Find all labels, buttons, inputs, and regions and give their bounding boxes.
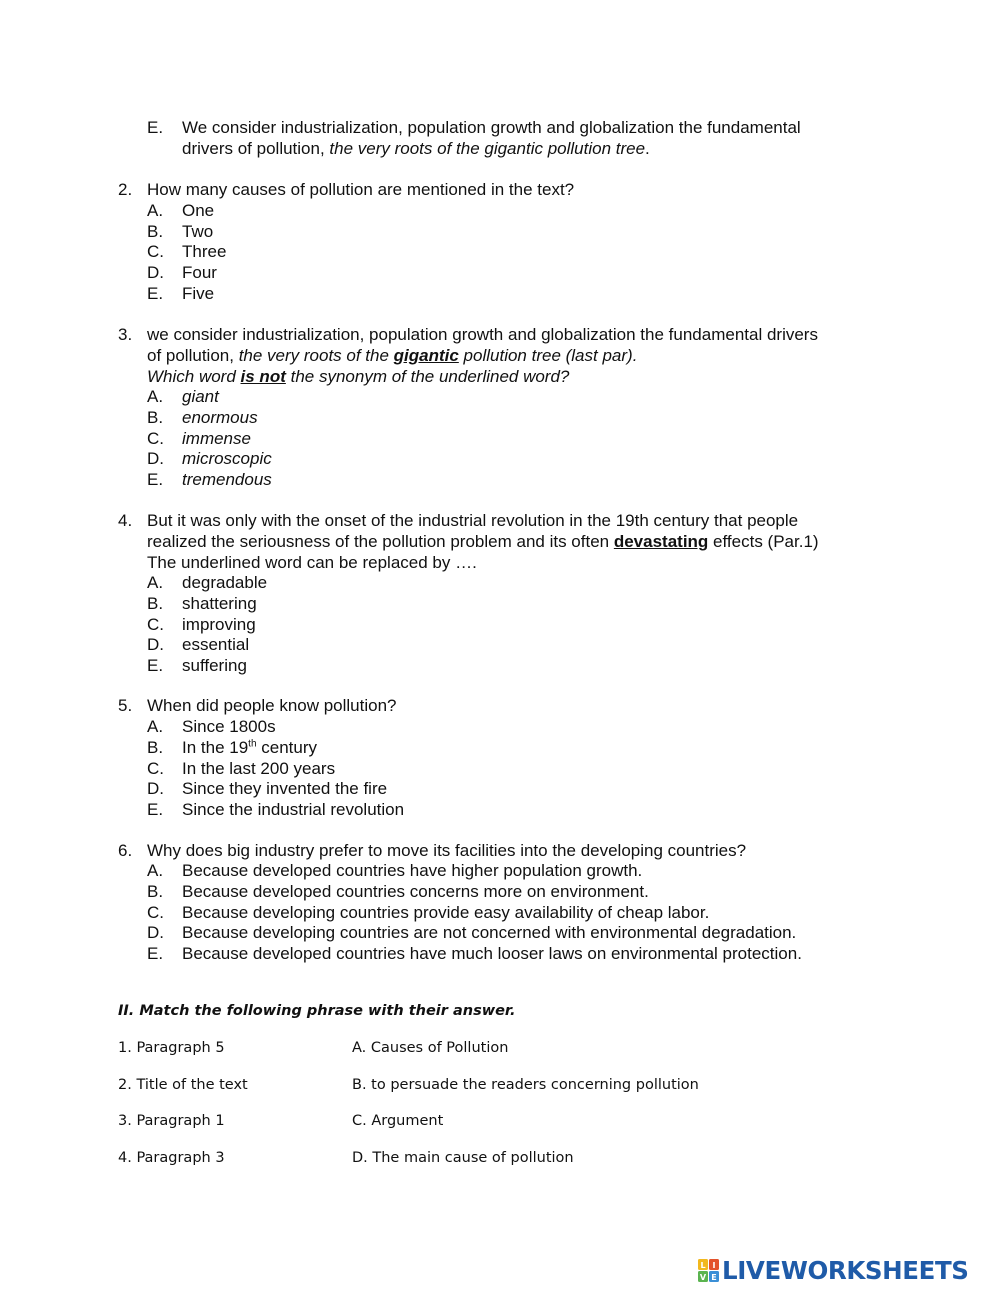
option-letter: A. [147,861,164,880]
underlined-word: gigantic [393,346,459,365]
option-letter: C. [147,242,164,261]
option-text: Because developed countries have higher population growth. [182,861,643,880]
question-text: But it was only with the onset of the industrial revolution in the 19th century that people [147,511,799,530]
option-text: immense [182,429,251,448]
question-text-cont: realized the seriousness of the pollution problem and its often devastating effects (Par.1) [147,532,819,551]
option-letter: E. [147,944,164,963]
option-text: degradable [182,573,268,592]
option-text: One [182,201,215,220]
match-left-item: 2. Title of the text [118,1077,248,1093]
option-letter: B. [147,738,164,757]
option-letter: D. [147,263,164,282]
option-text: Because developed countries concerns more on environment. [182,882,649,901]
logo-mark-letter: V [699,1273,707,1282]
match-right-item: B. to persuade the readers concerning pollution [352,1077,699,1093]
match-right-item: C. Argument [352,1113,444,1129]
question-prompt: The underlined word can be replaced by …. [147,553,477,572]
question-number: 3. [118,325,133,344]
question-number: 2. [118,180,133,199]
option-letter: C. [147,615,164,634]
underlined-word: devastating [613,532,709,551]
option-letter: B. [147,222,164,241]
emphasis: is not [240,367,286,386]
section-title: II. Match the following phrase with their answer. [118,1003,516,1019]
option-text: Three [182,242,227,261]
option-text: Because developed countries have much looser laws on environmental protection. [182,944,802,963]
logo-text: LIVEWORKSHEETS [722,1256,969,1285]
option-letter: E. [147,284,164,303]
option-letter: E. [147,656,164,675]
option-letter: A. [147,201,164,220]
option-text: Five [182,284,215,303]
option-letter: D. [147,635,164,654]
question-text: How many causes of pollution are mentioned in the text? [147,180,575,199]
option-text: We consider industrialization, population growth and globalization the fundamental [182,118,801,137]
option-letter: D. [147,779,164,798]
logo-mark-letter: I [712,1261,716,1270]
match-left-item: 4. Paragraph 3 [118,1150,225,1166]
question-number: 5. [118,696,133,715]
option-letter: D. [147,449,164,468]
option-text: Because developing countries are not concerned with environmental degradation. [182,923,797,942]
option-text: Because developing countries provide easy availability of cheap labor. [182,903,710,922]
option-text: Four [182,263,217,282]
option-letter: C. [147,759,164,778]
option-letter: E. [147,800,164,819]
option-letter: B. [147,882,164,901]
option-letter: D. [147,923,164,942]
option-text-cont: drivers of pollution, the very roots of the gigantic pollution tree. [182,139,650,158]
option-text: In the last 200 years [182,759,336,778]
option-letter: C. [147,429,164,448]
match-left-item: 1. Paragraph 5 [118,1040,225,1056]
question-number: 4. [118,511,133,530]
logo-mark-letter: E [711,1273,717,1282]
option-letter: A. [147,573,164,592]
option-text: Two [182,222,214,241]
option-text: microscopic [182,449,272,468]
option-letter: E. [147,470,164,489]
option-text: giant [182,387,219,406]
question-prompt: Which word is not the synonym of the underlined word? [147,367,570,386]
option-text: In the 19th century [182,738,317,757]
option-text: enormous [182,408,258,427]
match-right-item: D. The main cause of pollution [352,1150,574,1166]
option-letter: E. [147,118,164,137]
option-text: Since 1800s [182,717,276,736]
logo-blocks-icon [698,1259,720,1283]
logo-mark-letter: L [700,1261,706,1270]
match-right-item: A. Causes of Pollution [352,1040,509,1056]
option-text: improving [182,615,256,634]
match-left-item: 3. Paragraph 1 [118,1113,225,1129]
question-text-cont: of pollution, the very roots of the gigantic pollution tree (last par). [147,346,638,365]
option-text: shattering [182,594,257,613]
option-text: Since the industrial revolution [182,800,405,819]
option-text: Since they invented the fire [182,779,388,798]
question-text: Why does big industry prefer to move its facilities into the developing countries? [147,841,747,860]
option-letter: C. [147,903,164,922]
question-number: 6. [118,841,133,860]
option-letter: A. [147,717,164,736]
question-text: When did people know pollution? [147,696,397,715]
option-text: suffering [182,656,247,675]
question-text: we consider industrialization, population growth and globalization the fundamental drivers [147,325,818,344]
option-text: essential [182,635,250,654]
option-text: tremendous [182,470,272,489]
option-letter: B. [147,594,164,613]
option-letter: A. [147,387,164,406]
option-letter: B. [147,408,164,427]
